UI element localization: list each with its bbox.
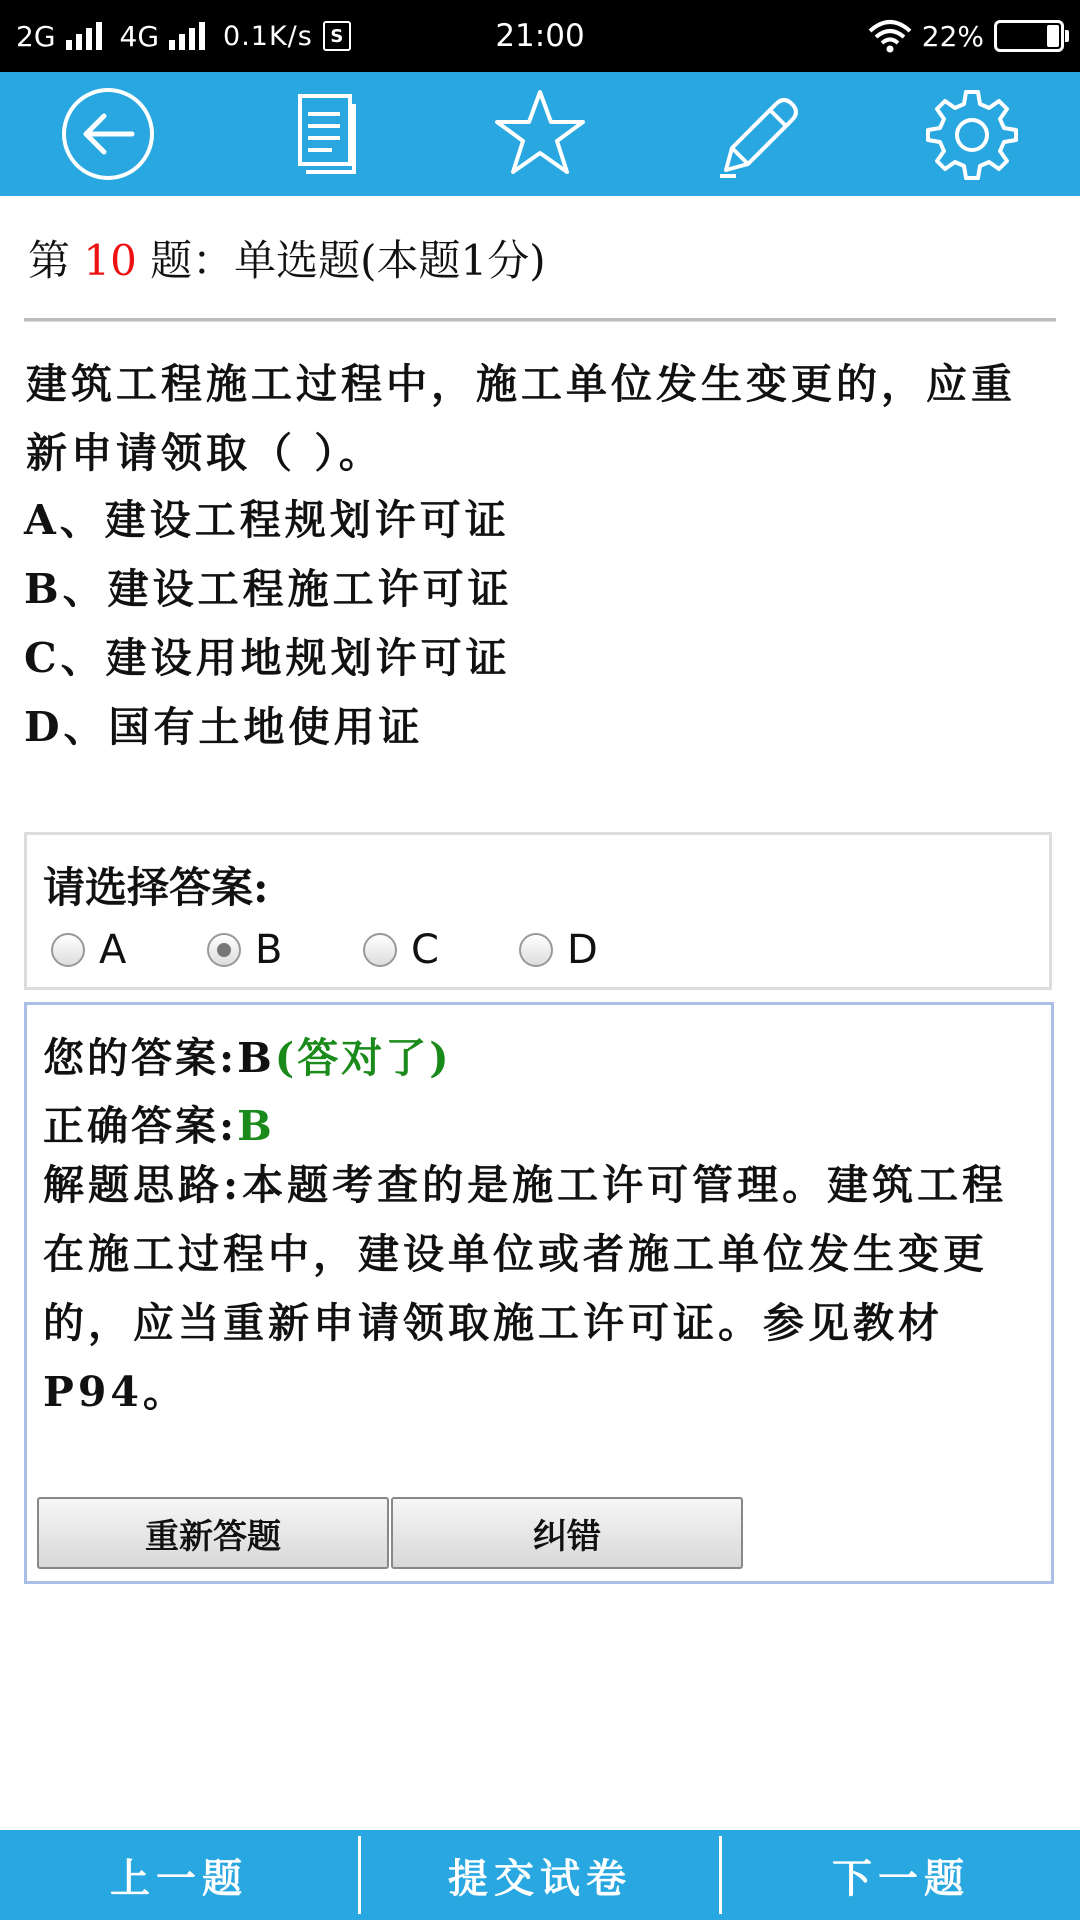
app-notification-icon: S xyxy=(323,21,351,51)
toolbar xyxy=(0,72,1080,196)
network-4g-label: 4G xyxy=(119,19,160,53)
battery-icon xyxy=(994,20,1064,52)
explanation-text: 解题思路:本题考查的是施工许可管理。建筑工程在施工过程中，建设单位或者施工单位发生变更的，应当重新申请领取施工许可证。参见教材P94。 xyxy=(43,1161,1008,1416)
result-button-row xyxy=(37,1497,745,1569)
correct-answer-line xyxy=(43,1093,275,1152)
radio-label-c: C xyxy=(411,927,439,973)
edit-pencil-icon xyxy=(706,84,806,184)
battery-percent: 22% xyxy=(921,19,984,53)
radio-button-b[interactable] xyxy=(207,933,241,967)
question-type: 题：单选题(本题1分) xyxy=(136,236,546,285)
back-button[interactable] xyxy=(53,79,163,189)
notes-button[interactable] xyxy=(701,79,811,189)
star-icon xyxy=(490,84,590,184)
submit-exam-button[interactable]: 提交试卷 xyxy=(448,1854,632,1902)
radio-button-c[interactable] xyxy=(363,933,397,967)
divider xyxy=(24,318,1056,321)
option-list-items xyxy=(24,486,513,762)
radio-button-a[interactable] xyxy=(51,933,85,967)
clock: 21:00 xyxy=(495,18,585,54)
network-2g-label: 2G xyxy=(16,19,56,53)
radio-option-c[interactable] xyxy=(363,927,519,973)
bottom-nav xyxy=(0,1830,1080,1920)
network-speed: 0.1K/s xyxy=(223,20,313,52)
prev-question-button[interactable]: 上一题 xyxy=(110,1854,248,1902)
answer-select-title: 请选择答案: xyxy=(43,863,269,912)
radio-label-b: B xyxy=(255,927,283,973)
settings-gear-icon xyxy=(922,84,1022,184)
result-panel xyxy=(24,1002,1054,1584)
question-prefix: 第 xyxy=(28,236,84,285)
radio-option-d[interactable] xyxy=(519,927,675,973)
correct-answer-label: 正确答案: xyxy=(43,1102,238,1150)
status-bar xyxy=(0,0,1080,72)
your-answer-value: B xyxy=(237,1034,275,1082)
radio-option-b[interactable] xyxy=(207,927,363,973)
wifi-icon xyxy=(868,19,912,53)
radio-option-a[interactable] xyxy=(51,927,207,973)
answer-sheet-button[interactable] xyxy=(269,79,379,189)
option-d: D、国有土地使用证 xyxy=(24,703,424,751)
question-text: 建筑工程施工过程中，施工单位发生变更的，应重新申请领取（ ）。 xyxy=(26,360,1016,477)
retry-button[interactable]: 重新答题 xyxy=(37,1497,389,1569)
radio-group xyxy=(51,927,675,973)
next-question-button[interactable]: 下一题 xyxy=(832,1854,970,1902)
favorite-button[interactable] xyxy=(485,79,595,189)
verdict-text: (答对了) xyxy=(274,1034,452,1082)
your-answer-label: 您的答案: xyxy=(43,1034,238,1082)
document-icon xyxy=(274,84,374,184)
radio-label-a: A xyxy=(99,927,127,973)
report-error-button[interactable]: 纠错 xyxy=(391,1497,743,1569)
your-answer-line xyxy=(43,1025,452,1084)
option-a: A、建设工程规划许可证 xyxy=(24,496,510,544)
option-b: B、建设工程施工许可证 xyxy=(24,565,513,613)
question-number: 10 xyxy=(83,236,137,285)
radio-button-d[interactable] xyxy=(519,933,553,967)
option-c: C、建设用地规划许可证 xyxy=(24,634,511,682)
settings-button[interactable] xyxy=(917,79,1027,189)
back-icon xyxy=(58,84,158,184)
radio-label-d: D xyxy=(567,927,598,973)
battery-fill xyxy=(1047,25,1059,47)
correct-answer-value: B xyxy=(237,1102,275,1150)
question-header xyxy=(28,228,546,288)
answer-select-panel xyxy=(24,832,1052,990)
status-right xyxy=(868,0,1064,72)
